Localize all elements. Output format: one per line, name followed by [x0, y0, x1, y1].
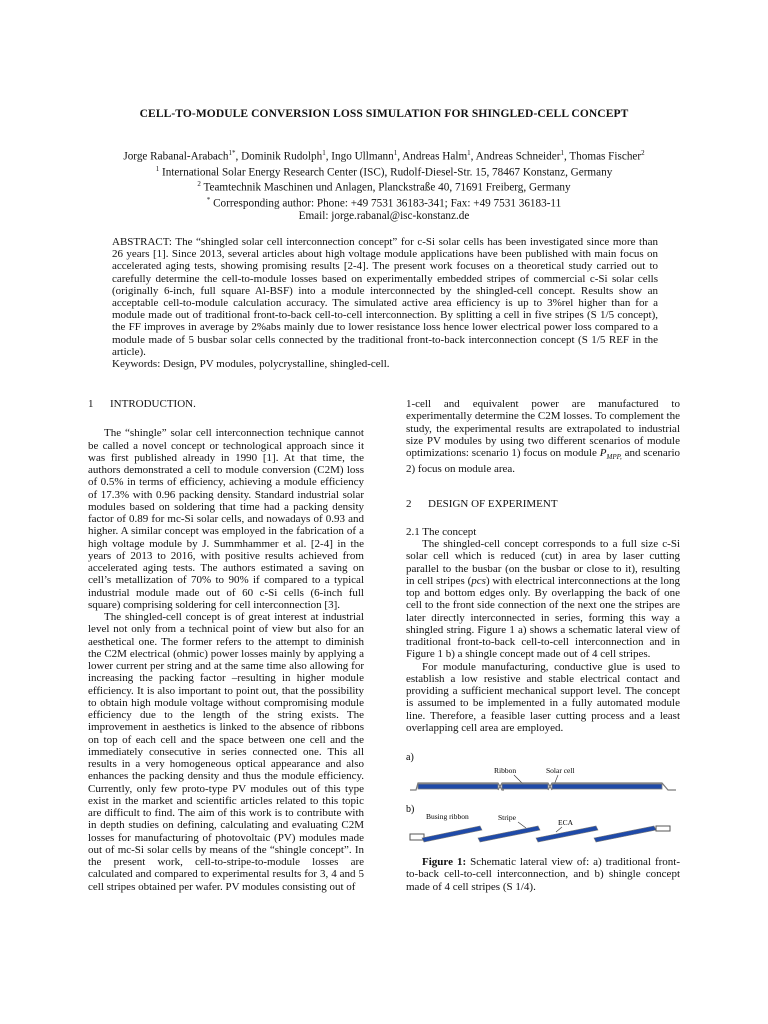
- affiliation-2: [40, 178, 728, 194]
- author-sup: 1: [393, 149, 398, 157]
- shingled-string: [410, 826, 670, 842]
- text-run: 1-cell and equivalent power are manufactured to experimentally determine the C2M losses. To complement the study, the experimental results are extrapolated to industrial size PV modules by using two different scenarios of module optimizations: scenario 1) focus on module: [406, 398, 680, 459]
- keywords: Keywords: Design, PV modules, polycrystalline, shingled-cell.: [112, 358, 390, 371]
- section-1-heading: [88, 398, 364, 410]
- aff-sup: 2: [197, 180, 201, 189]
- section-title: INTRODUCTION.: [110, 398, 196, 410]
- cell-stripe-4: [594, 826, 656, 842]
- author-list: [40, 147, 728, 163]
- busing-ribbon-label: Busing ribbon: [426, 812, 469, 822]
- math-sub: MPP,: [606, 453, 622, 462]
- math-var: P: [599, 447, 607, 459]
- text-run: The shingled-cell concept corresponds to a full size c-Si solar cell which is reduced (cut) in area by laser cutting parallel to the busbar (on the busbar or close to it), resulting in cell stripes (: [406, 538, 680, 587]
- concept-paragraph-1: [406, 538, 680, 661]
- cell-stripe-1: [422, 826, 482, 842]
- author-name: , Andreas Halm: [397, 150, 468, 163]
- text-run: ) with electrical interconnections at the long top and bottom edges only. By overlapping the back of one cell to the front side connection of the next one the stripes are later directly interconnected in series, forming this way a shingled string. Figure 1 a) shows a schematic lateral view of traditional front-to-back cell-to-cell interconnection and in Figure 1 b) a shingle concept made out of 4 cell stripes.: [406, 574, 680, 661]
- figure-1: [406, 752, 680, 856]
- traditional-string: [410, 783, 676, 790]
- author-block: [40, 147, 728, 222]
- aff-text: Teamtechnik Maschinen und Anlagen, Planckstraße 40, 71691 Freiberg, Germany: [200, 182, 571, 195]
- eca-label: ECA: [558, 818, 573, 828]
- ribbon-label: Ribbon: [494, 766, 517, 776]
- section-2-heading: [406, 498, 680, 510]
- intro-paragraph-2: The shingled-cell concept is of great interest at industrial level not only from a technical point of view but also for an aesthetical one. The former refers to the attempt to diminish the C2M electrical (ohmic) power losses mainly by applying a lower current per string and at the same time also allowing for increasing the packing factor –resulting in higher module efficiency. It is also important to point out, that the possibility to obtain high module voltage without compromising module efficiency due to the length of the string exists. The improvement in aesthetics is linked to the absence of ribbons on top of each cell and the space between one cell and the immediately consecutive in series connected one. This all results in a very homogeneous optical appearance and also enhances the packing density and thus the module efficiency. Currently, only few proto-type PV modules out of this type exist in the market and scientific articles related to this topic are difficult to find. The aim of this work is to contribute with in depth studies on defining, calculating and evaluating C2M losses for manufacturing of photovoltaic (PV) modules made out of mc-Si solar cells by means of the “shingle concept”. In the present work, cell-to-stripe-to-module losses are calculated and compared to experimental results for 3, 4 and 5 cell stripes obtained per wafer. PV modules consisting out of: [88, 611, 364, 893]
- busing-ribbon: [410, 834, 424, 840]
- author-sup: 1: [467, 149, 471, 157]
- left-column: [88, 398, 364, 893]
- email-line: Email: jorge.rabanal@isc-konstanz.de: [298, 209, 470, 222]
- caption-label: Figure 1:: [422, 856, 467, 869]
- subsection-2-1-heading: 2.1 The concept: [406, 525, 477, 538]
- caption-text: Schematic lateral view of: a) traditional front-to-back cell-to-cell interconnection, and b) shingle concept made of 4 cell stripes (S 1/4).: [406, 856, 681, 893]
- intro-paragraph-3: [406, 398, 680, 476]
- section-number: 2: [406, 497, 412, 510]
- affiliation-1: [40, 163, 728, 179]
- solar-cell-2: [502, 784, 548, 789]
- solar-cell-label: Solar cell: [546, 766, 575, 776]
- corr-text: Corresponding author: Phone: +49 7531 36183-341; Fax: +49 7531 36183-11: [210, 197, 562, 210]
- author-sup: 1: [322, 149, 326, 157]
- cell-stripe-2: [478, 826, 540, 842]
- aff-text: International Solar Energy Research Center (ISC), Rudolf-Diesel-Str. 15, 78467 Konstanz, Germany: [159, 166, 613, 179]
- author-name: , Andreas Schneider: [470, 150, 561, 163]
- intro-paragraph-1: The “shingle” solar cell interconnection technique cannot be called a novel concept or technological approach since it was first published already in 1990 [1]. At that time, the authors demonstrated a cell to module conversion (C2M) loss of 0.5% in terms of efficiency, achieving a module efficiency of 17.3% with 0.96 packing density. Standard industrial solar modules based on soldering that time had a packing density factor of 0.89 for mc-Si solar cells, and nowadays of 0.93 and higher. A similar concept was employed in the fabrication of a high voltage module by J. Summhammer et al. [2-4] in the years of 2013 to 2016, with positive results achieved from accelerated aging tests. The authors estimated a saving on cell’s metallization of 70% to 90% if compared to a typical industrial module made out of 60 c-Si cells (6-inch full square) comprising soldering for cell interconnection [3].: [88, 427, 364, 611]
- concept-paragraph-2: For module manufacturing, conductive glue is used to establish a low resistive and stable electrical contact and providing a sufficient mechanical support level. The concept is assumed to be implemented in a fully automated module line. Therefore, a feasible laser cutting process and a least overlapping cell area are employed.: [406, 660, 680, 734]
- author-name: , Dominik Rudolph: [235, 150, 323, 163]
- right-column: [406, 398, 680, 893]
- author-sup: 1: [560, 149, 564, 157]
- figure-1-diagram: [406, 752, 680, 856]
- figure-label-a: a): [406, 752, 414, 764]
- author-name: , Ingo Ullmann: [325, 150, 394, 163]
- corresponding-author: [40, 194, 728, 210]
- section-title: DESIGN OF EXPERIMENT: [428, 497, 558, 510]
- author-name: , Thomas Fischer: [563, 150, 642, 163]
- text-run: and scenario 2) focus on module area.: [406, 447, 680, 476]
- cell-stripe-3: [536, 826, 598, 842]
- abstract-block: [112, 236, 658, 370]
- abstract-text: ABSTRACT: The “shingled solar cell interconnection concept” for c-Si solar cells has been investigated since more than 26 years [1]. Since 2013, several articles about high voltage module applications have been published with main focus on accelerated aging tests, showing promising results [2-4]. The present work focuses on a theoretical study carried out to carefully determine the cell-to-module losses based on experimentally embedded stripes of commercial c-Si solar cells (originally 6-inch, full square Al-BSF) into a module interconnected by the shingled-cell concept. Results show an acceptable cell-to-module calculation accuracy. The simulated active area efficiency is up to 3%rel higher than for a module made out of traditional front-to-back cell-to-cell interconnection. By splitting a cell in five stripes (S 1/5 concept), the FF improves in average by 2%abs mainly due to lower resistance loss hence lower electrical power loss compared to a module made of 5 busbar solar cells connected by the traditional front-to-back interconnection concept (S 1/5 REF in the article).: [112, 236, 658, 358]
- stripe-label: Stripe: [498, 813, 516, 823]
- solar-cell-1: [418, 784, 498, 789]
- figure-1-caption: [406, 856, 680, 893]
- math-var: pcs: [471, 574, 486, 587]
- section-number: 1: [88, 398, 94, 410]
- eca-pointer: [556, 827, 562, 832]
- stripe-pointer: [518, 822, 526, 828]
- paper-title: CELL-TO-MODULE CONVERSION LOSS SIMULATION FOR SHINGLED-CELL CONCEPT: [139, 108, 629, 120]
- figure-label-b: b): [406, 804, 415, 816]
- author-name: Jorge Rabanal-Arabach: [123, 150, 229, 163]
- corr-sup: *: [206, 196, 211, 205]
- author-sup: 1*: [228, 149, 236, 157]
- solar-cell-3: [552, 784, 662, 789]
- busing-ribbon-end: [656, 826, 670, 831]
- aff-sup: 1: [155, 164, 160, 173]
- author-sup: 2: [641, 149, 645, 157]
